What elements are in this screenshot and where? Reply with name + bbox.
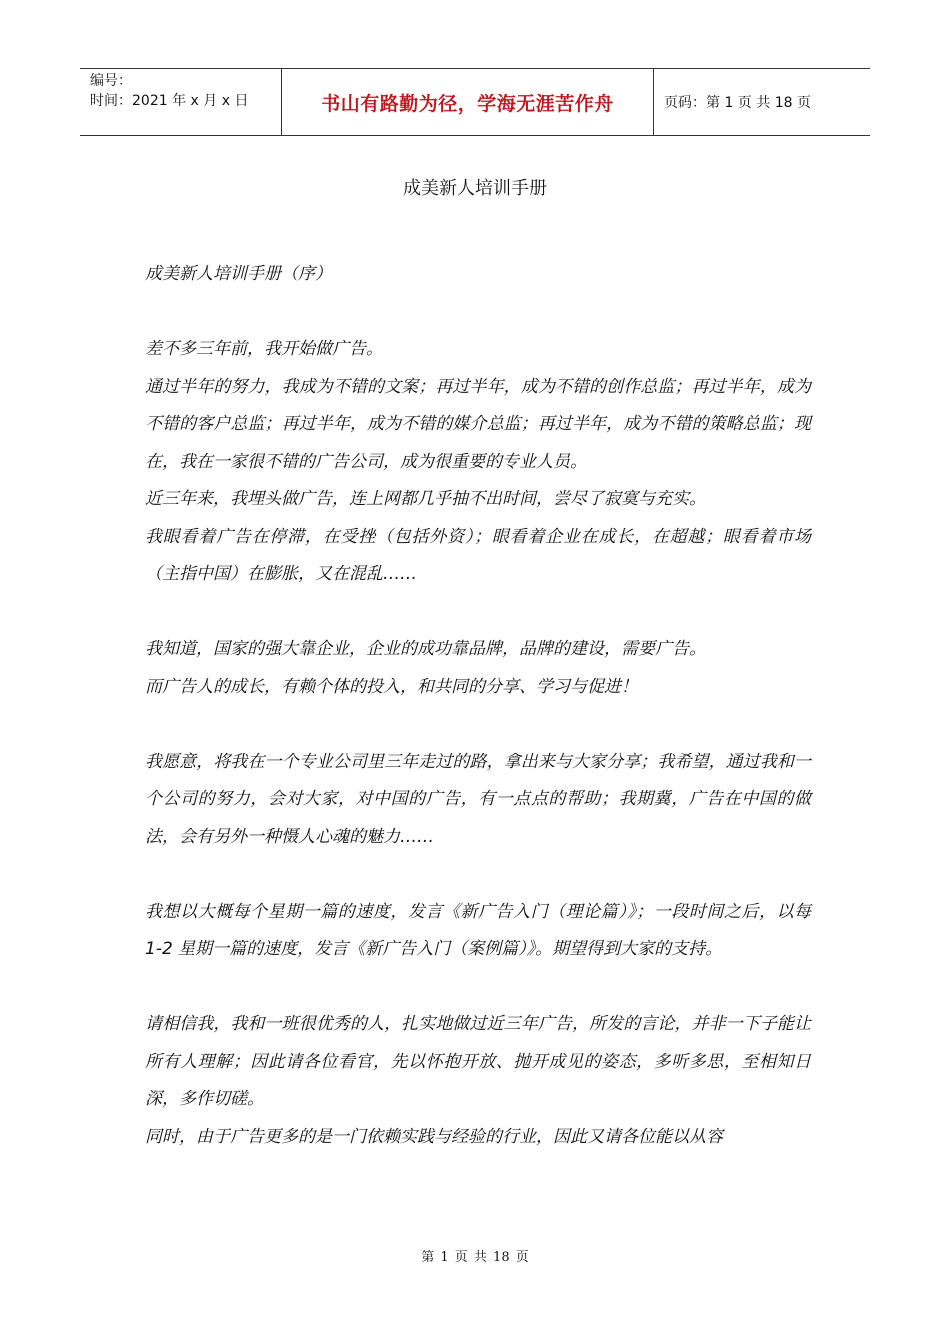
document-body	[145, 256, 811, 1156]
paragraph: 近三年来，我埋头做广告，连上网都几乎抽不出时间，尝尽了寂寞与充实。	[145, 489, 706, 509]
number-label: 编号：	[90, 73, 132, 89]
paragraph: 我愿意，将我在一个专业公司里三年走过的路，拿出来与大家分享；我希望，通过我和一个公司的努力，会对大家，对中国的广告，有一点点的帮助；我期冀，广告在中国的做法，会有另外一种慑人心魂的魅力……	[145, 751, 811, 847]
page-info: 页码：第 1 页 共 18 页	[664, 95, 811, 111]
paragraph: 成美新人培训手册（序）	[145, 264, 332, 284]
motto-text: 书山有路勤为径，学海无涯苦作舟	[321, 92, 614, 115]
blank-line	[145, 294, 811, 332]
paragraph: 我想以大概每个星期一篇的速度，发言《新广告入门（理论篇）》；一段时间之后，以每 1-2 星期一篇的速度，发言《新广告入门（案例篇）》。期望得到大家的支持。	[145, 901, 811, 959]
page-footer: 第 1 页 共 18 页	[421, 1250, 529, 1265]
paragraph: 同时，由于广告更多的是一门依赖实践与经验的行业，因此又请各位能以从容	[145, 1126, 723, 1147]
header-motto-cell	[282, 69, 654, 135]
paragraph: 我知道，国家的强大靠企业，企业的成功靠品牌，品牌的建设，需要广告。	[145, 639, 706, 659]
paragraph: 而广告人的成长，有赖个体的投入，和共同的分享、学习与促进！	[145, 676, 638, 697]
header-info-cell	[80, 69, 282, 135]
header-page-cell	[654, 69, 870, 135]
blank-line	[145, 856, 811, 894]
paragraph: 请相信我，我和一班很优秀的人，扎实地做过近三年广告，所发的言论，并非一下子能让所有人理解；因此请各位看官，先以怀抱开放、抛开成见的姿态，多听多思，至相知日深，多作切磋。	[145, 1014, 811, 1109]
paragraph: 我眼看着广告在停滞，在受挫（包括外资）；眼看着企业在成长，在超越；眼看着市场（主指中国）在膨胀，又在混乱……	[145, 526, 811, 584]
blank-line	[145, 969, 811, 1007]
header-table	[80, 68, 870, 136]
time-label: 时间：2021 年 x 月 x 日	[90, 93, 249, 109]
paragraph: 差不多三年前，我开始做广告。	[145, 339, 383, 359]
blank-line	[145, 594, 811, 632]
document-title: 成美新人培训手册	[403, 178, 547, 199]
blank-line	[145, 706, 811, 744]
paragraph: 通过半年的努力，我成为不错的文案；再过半年，成为不错的创作总监；再过半年，成为不错的客户总监；再过半年，成为不错的媒介总监；再过半年，成为不错的策略总监；现在，我在一家很不错的广告公司，成为很重要的专业人员。	[145, 376, 811, 472]
